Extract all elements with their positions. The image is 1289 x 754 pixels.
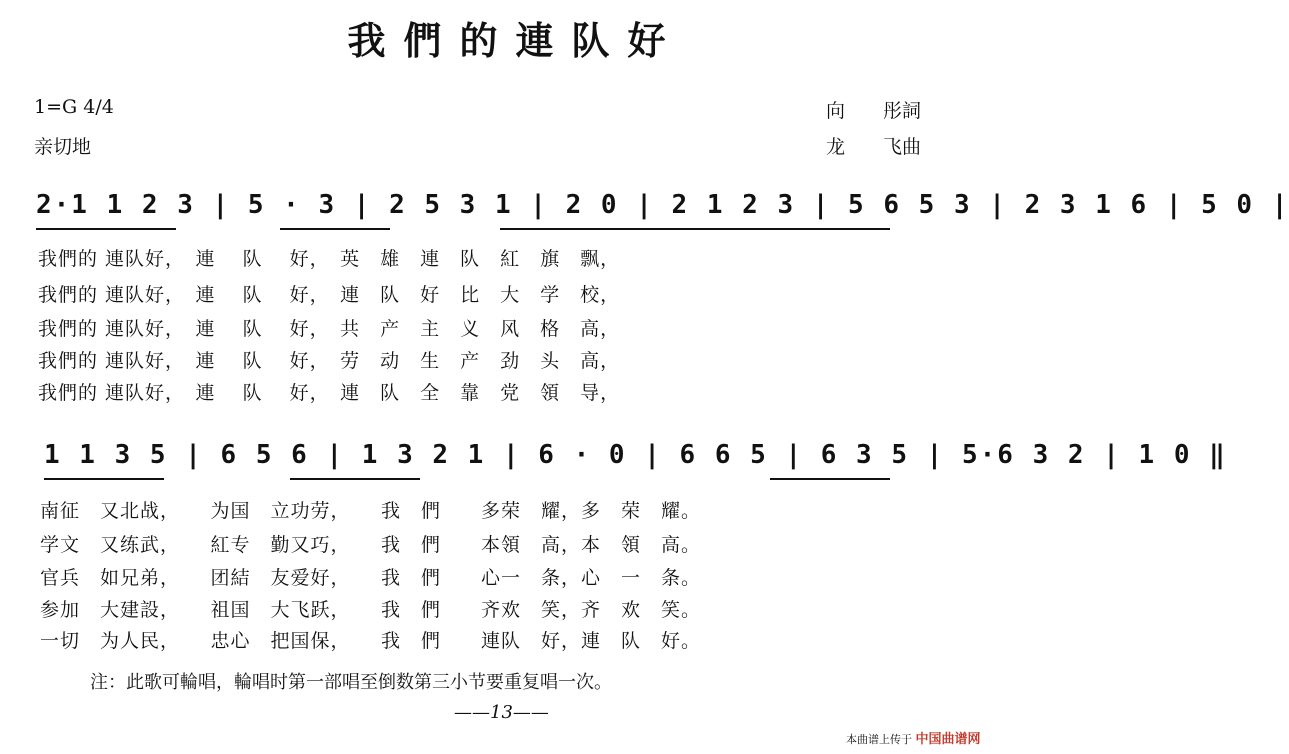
song-title: 我們的連队好 xyxy=(347,18,684,63)
lyric-line-1-5: 我們的 連队好， 連 队 好， 連 队 全 靠 党 領 导， xyxy=(38,382,621,404)
lyric-line-2-4: 参加 大建設， 祖国 大飞跃， 我 們 齐欢 笑，齐 欢 笑。 xyxy=(40,599,702,621)
lyric-line-2-3: 官兵 如兄弟， 团結 友爱好， 我 們 心一 条，心 一 条。 xyxy=(40,567,702,589)
footnote: 注：此歌可輪唱，輪唱时第一部唱至倒数第三小节要重复唱一次。 xyxy=(90,672,612,693)
composer-credit: 龙 飞曲 xyxy=(826,136,922,158)
beam-line-1 xyxy=(36,228,176,230)
lyric-line-1-4: 我們的 連队好， 連 队 好， 劳 动 生 产 劲 头 高， xyxy=(38,350,621,372)
page-number: ——13—— xyxy=(454,702,549,723)
footer-uploaded: 本曲谱上传于 xyxy=(846,733,912,746)
notation-line-2: 1 1 3 5 | 6 5 6 | 1 3 2 1 | 6 · 0 | 6 6 5 | 6 3 5 | 5·6 3 2 | 1 0 ‖ xyxy=(44,440,1227,470)
footer-site-link[interactable]: 中国曲谱网 xyxy=(915,732,981,747)
beam-line-2b xyxy=(290,478,420,480)
beam-line-2c xyxy=(770,478,890,480)
lyric-line-1-2: 我們的 連队好， 連 队 好， 連 队 好 比 大 学 校， xyxy=(38,284,621,306)
tempo-marking: 亲切地 xyxy=(34,136,92,158)
key-signature: 1=G 4/4 xyxy=(34,96,114,118)
lyric-line-1-1: 我們的 連队好， 連 队 好， 英 雄 連 队 紅 旗 飘， xyxy=(38,248,621,270)
site-footer xyxy=(846,728,981,747)
lyric-line-2-1: 南征 又北战， 为国 立功劳， 我 們 多荣 耀，多 荣 耀。 xyxy=(40,500,702,522)
beam-line-2 xyxy=(44,478,164,480)
lyric-line-1-3: 我們的 連队好， 連 队 好， 共 产 主 义 风 格 高， xyxy=(38,318,621,340)
beam-line-1b xyxy=(280,228,390,230)
notation-line-1: 2·1 1 2 3 | 5 · 3 | 2 5 3 1 | 2 0 | 2 1 2 3 | 5 6 5 3 | 2 3 1 6 | 5 0 | xyxy=(36,190,1289,220)
beam-line-1c xyxy=(500,228,890,230)
lyric-line-2-2: 学文 又练武， 紅专 勤又巧， 我 們 本領 高，本 領 高。 xyxy=(40,534,702,556)
lyricist-credit: 向 彤詞 xyxy=(826,100,922,122)
lyric-line-2-5: 一切 为人民， 忠心 把国保， 我 們 連队 好，連 队 好。 xyxy=(40,630,702,652)
